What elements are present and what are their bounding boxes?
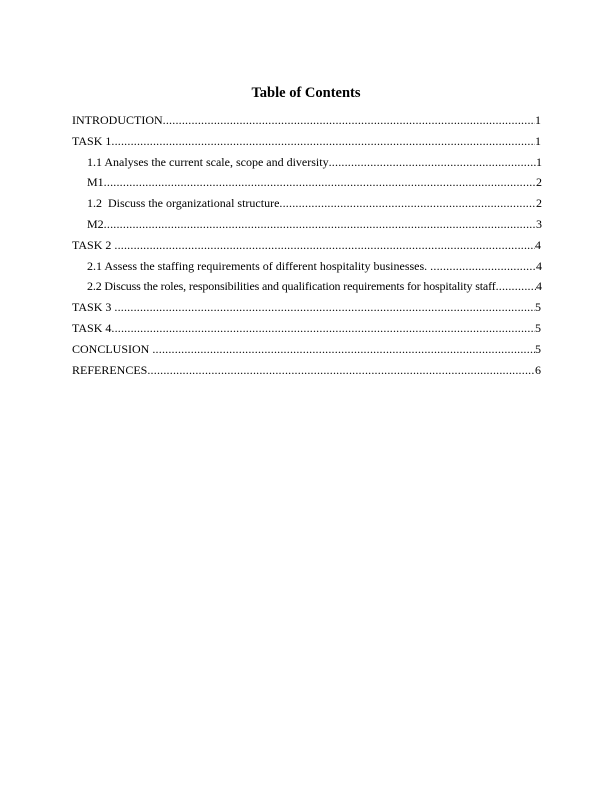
toc-entry-label: 2.2 Discuss the roles, responsibilities and qualification requirements for hospitality staff	[87, 279, 496, 294]
toc-entry-task-1[interactable]	[72, 134, 541, 155]
toc-title: Table of Contents	[251, 85, 361, 101]
toc-dot-leader	[279, 196, 536, 210]
toc-dot-leader	[111, 134, 535, 148]
toc-dot-leader	[152, 342, 535, 356]
toc-page-number: 4	[535, 237, 541, 252]
toc-page-number: 5	[535, 300, 541, 315]
toc-entry-introduction[interactable]	[72, 113, 541, 134]
toc-page-number: 2	[536, 196, 542, 211]
toc-entry-label: 1.1 Analyses the current scale, scope and diversity	[87, 154, 329, 169]
toc-dot-leader	[496, 279, 536, 293]
toc-page-number: 5	[535, 320, 541, 335]
toc-page-number: 4	[536, 279, 542, 294]
toc-entry-label: INTRODUCTION	[72, 113, 163, 127]
toc-entry-conclusion[interactable]	[72, 342, 541, 363]
toc-page-number: 5	[535, 341, 541, 356]
toc-entry-m2[interactable]	[72, 217, 542, 238]
toc-page-number: 3	[536, 216, 542, 231]
toc-dot-leader	[430, 259, 536, 273]
toc-entry-label: TASK 1	[72, 133, 112, 148]
toc-entry-2-2[interactable]	[72, 279, 542, 300]
toc-dot-leader	[114, 238, 535, 252]
toc-dot-leader	[104, 217, 536, 231]
toc-dot-leader	[163, 113, 535, 127]
toc-dot-leader	[111, 321, 535, 335]
toc-entry-2-1[interactable]	[72, 259, 542, 280]
toc-entry-label: M2	[87, 216, 104, 231]
toc-entry-label: CONCLUSION	[72, 341, 153, 356]
toc-entry-label: TASK 3	[72, 300, 115, 315]
toc-entry-task-4[interactable]	[72, 321, 541, 342]
toc-entry-label: TASK 2	[72, 237, 115, 252]
toc-entry-label: TASK 4	[72, 320, 112, 335]
toc-page-number: 2	[536, 175, 542, 190]
toc-list	[72, 113, 541, 383]
toc-dot-leader	[329, 155, 536, 169]
toc-entry-task-2[interactable]	[72, 238, 541, 259]
toc-dot-leader	[104, 175, 536, 189]
toc-page-number: 4	[536, 258, 542, 273]
toc-page-number: 1	[536, 154, 542, 169]
toc-entry-task-3[interactable]	[72, 300, 541, 321]
toc-entry-label: REFERENCES	[72, 362, 148, 377]
toc-entry-1-2[interactable]	[72, 196, 542, 217]
toc-entry-references[interactable]	[72, 363, 541, 384]
toc-dot-leader	[114, 300, 535, 314]
toc-entry-1-1[interactable]	[72, 155, 542, 176]
toc-page-number: 1	[535, 133, 541, 148]
toc-entry-label: 2.1 Assess the staffing requirements of different hospitality businesses.	[87, 258, 431, 273]
toc-entry-label: 1.2 Discuss the organizational structure	[87, 196, 280, 211]
toc-entry-m1[interactable]	[72, 175, 542, 196]
toc-page-number: 6	[535, 362, 541, 377]
toc-entry-label: M1	[87, 175, 104, 190]
toc-page-number: 1	[535, 113, 541, 127]
toc-dot-leader	[147, 363, 535, 377]
